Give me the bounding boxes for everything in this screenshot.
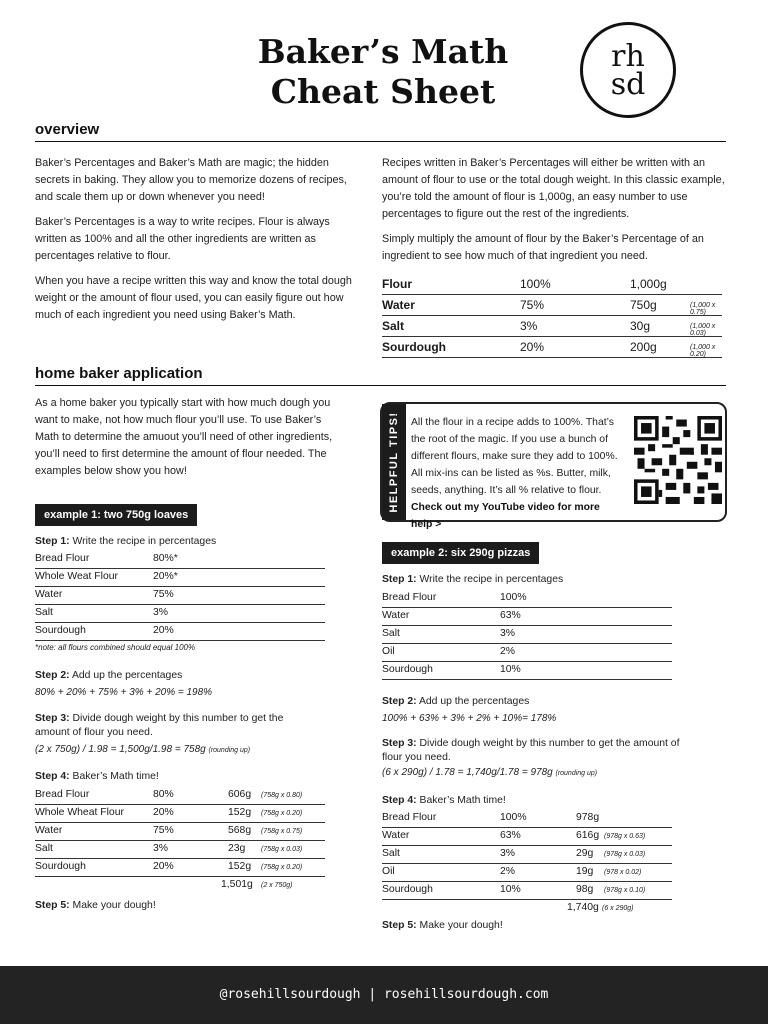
ingredient-grams: 98g: [576, 884, 594, 895]
ingredient-grams: 606g: [228, 789, 252, 800]
ingredient-name: Flour: [382, 277, 412, 291]
table-row: [382, 644, 672, 662]
ingredient-calc: (1,000 x 0.03): [690, 323, 716, 337]
ingredient-calc: (758g x 0.75): [261, 828, 303, 835]
example-2-label: example 2: six 290g pizzas: [382, 542, 539, 564]
ingredient-pct: 2%: [500, 866, 516, 877]
ingredient-pct: 10%: [500, 884, 521, 895]
ingredient-grams: 152g: [228, 861, 252, 872]
ingredient-calc: (978 x 0.02): [604, 869, 642, 876]
table-row: [35, 623, 325, 641]
table-row: [382, 882, 672, 900]
step-text: Make your dough!: [416, 920, 503, 931]
ingredient-name: Whole Weat Flour: [35, 571, 118, 582]
ex2-total-calc: (6 x 290g): [602, 905, 634, 912]
ingredient-name: Whole Wheat Flour: [35, 807, 124, 818]
ex1-step-5: [35, 899, 156, 913]
table-row: [382, 846, 672, 864]
step-text: Add up the percentages: [69, 670, 183, 681]
qr-code-icon[interactable]: [634, 416, 722, 504]
title-line-2: Cheat Sheet: [270, 72, 496, 111]
ingredient-name: Sourdough: [382, 884, 433, 895]
overview-para-3: When you have a recipe written this way and know the total dough weight or the amount of flour used, you can easily figure out how much of each ingredient you need using Baker’s Math.: [35, 275, 352, 321]
logo: [580, 22, 676, 118]
table-row: [35, 823, 325, 841]
ingredient-pct: 3%: [153, 607, 169, 618]
ingredient-grams: 616g: [576, 830, 600, 841]
footer: [0, 966, 768, 1024]
step-number: Step 2:: [35, 670, 70, 681]
ex1-step-1: [35, 535, 216, 549]
table-row: [382, 828, 672, 846]
ingredient-pct: 100%: [500, 812, 527, 823]
ingredient-pct: 75%: [520, 298, 545, 312]
step-number: Step 3:: [35, 713, 70, 724]
ingredient-pct: 3%: [520, 319, 538, 333]
ex1-note: *note: all flours combined should equal 100%: [35, 643, 196, 652]
ingredient-pct: 20%: [153, 807, 174, 818]
ingredient-name: Bread Flour: [382, 592, 437, 603]
ingredient-pct: 63%: [500, 830, 521, 841]
ingredient-pct: 100%: [520, 277, 551, 291]
ingredient-name: Water: [35, 589, 63, 600]
table-row: [382, 316, 722, 337]
ingredient-pct: 80%: [153, 789, 174, 800]
ingredient-pct: 75%: [153, 825, 174, 836]
ingredient-pct: 80%*: [153, 553, 178, 564]
formula-note: (rounding up): [555, 770, 598, 777]
home-para: As a home baker you typically start with how much dough you want to make, not how much flour you’ll use. To use Baker’s Math to determine the amuout you’ll need of other ingredients, you’ll need to first determine the amount of flour needed. The examples below show you how!: [35, 397, 333, 477]
ingredient-name: Water: [382, 610, 410, 621]
ingredient-name: Sourdough: [382, 664, 433, 675]
ingredient-name: Salt: [35, 607, 53, 618]
ingredient-name: Salt: [382, 628, 400, 639]
example-1-label: example 1: two 750g loaves: [35, 504, 197, 526]
ingredient-grams: 152g: [228, 807, 252, 818]
ex2-math-table: [382, 810, 672, 918]
ingredient-name: Sourdough: [382, 340, 446, 354]
ingredient-name: Bread Flour: [35, 553, 90, 564]
table-row: [35, 605, 325, 623]
logo-line-2: sd: [610, 67, 646, 102]
ex1-step-3: [35, 712, 305, 740]
ex1-step-2-formula: 80% + 20% + 75% + 3% + 20% = 198%: [35, 687, 213, 698]
table-row: [35, 841, 325, 859]
step-number: Step 2:: [382, 696, 417, 707]
ex1-math-table: [35, 787, 325, 895]
step-number: Step 3:: [382, 738, 417, 749]
youtube-link[interactable]: Check out my YouTube video for more help >: [411, 502, 600, 530]
ingredient-calc: (1,000 x 0.20): [690, 344, 716, 358]
step-text: Write the recipe in percentages: [416, 574, 564, 585]
overview-para-1: Baker’s Percentages and Baker’s Math are magic; the hidden secrets in baking. They allow you to memorize dozens of recipes, and scale them up or down whenever you need!: [35, 157, 347, 203]
tips-text-block: [411, 414, 621, 533]
step-number: Step 1:: [35, 536, 70, 547]
ingredient-calc: (978g x 0.03): [604, 851, 646, 858]
table-row: [382, 810, 672, 828]
ex2-step-2: [382, 695, 529, 709]
overview-para-5: Simply multiply the amount of flour by the Baker’s Percentage of an ingredient to see how much of that ingredient you need.: [382, 233, 704, 262]
ex2-recipe-table: [382, 590, 672, 680]
formula-text: (2 x 750g) / 1.98 = 1,500g/1.98 = 758g: [35, 744, 206, 755]
ingredient-calc: (758g x 0.80): [261, 792, 303, 799]
logo-line-1: rh: [611, 39, 645, 74]
table-row: [382, 274, 722, 295]
overview-divider: [35, 141, 726, 142]
ingredient-pct: 75%: [153, 589, 174, 600]
table-row: [382, 864, 672, 882]
table-row: [382, 662, 672, 680]
ingredient-name: Sourdough: [35, 625, 86, 636]
ingredient-pct: 3%: [500, 628, 516, 639]
ingredient-pct: 2%: [500, 646, 516, 657]
tips-side-bar: [382, 404, 406, 520]
ex1-step-4: [35, 770, 159, 784]
home-heading: home baker application: [35, 365, 203, 382]
ingredient-pct: 3%: [153, 843, 169, 854]
step-text: Add up the percentages: [416, 696, 530, 707]
ex1-total-calc: (2 x 750g): [261, 882, 293, 889]
ingredient-name: Salt: [35, 843, 53, 854]
step-number: Step 4:: [382, 795, 417, 806]
ingredient-name: Sourdough: [35, 861, 86, 872]
ingredient-name: Salt: [382, 319, 405, 333]
ingredient-pct: 63%: [500, 610, 521, 621]
step-number: Step 5:: [35, 900, 70, 911]
ingredient-calc: (978g x 0.10): [604, 887, 646, 894]
overview-heading: overview: [35, 121, 100, 138]
ingredient-pct: 20%: [153, 625, 174, 636]
ex2-step-4: [382, 794, 506, 808]
helpful-tips-box: [380, 402, 727, 530]
tips-text: All the flour in a recipe adds to 100%. That’s the root of the magic. If you use a bunch of different flours, make sure they add to 100%. All mix-ins can be listed as %s. Butter, milk, seeds, anything. It’s all % relative to flour.: [411, 417, 618, 496]
ingredient-calc: (758g x 0.03): [261, 846, 303, 853]
ex1-step-2: [35, 669, 182, 683]
table-row: [35, 569, 325, 587]
ex1-step-3-formula: [35, 744, 250, 755]
table-row: [35, 551, 325, 569]
ingredient-name: Water: [382, 298, 415, 312]
ingredient-grams: 1,000g: [630, 277, 667, 291]
step-number: Step 5:: [382, 920, 417, 931]
ingredient-name: Oil: [382, 866, 395, 877]
formula-note: (rounding up): [208, 747, 251, 754]
table-row: [35, 587, 325, 605]
step-number: Step 1:: [382, 574, 417, 585]
step-text: Divide dough weight by this number to get the amount of flour you need.: [382, 738, 680, 763]
ex2-step-5: [382, 919, 503, 933]
step-text: Write the recipe in percentages: [69, 536, 217, 547]
step-text: Divide dough weight by this number to get the amount of flour you need.: [35, 713, 284, 738]
ex2-step-2-formula: 100% + 63% + 3% + 2% + 10%= 178%: [382, 713, 557, 724]
ex2-step-1: [382, 573, 563, 587]
table-row: [382, 626, 672, 644]
ingredient-calc: (1,000 x 0.75): [690, 302, 716, 316]
ingredient-pct: 20%: [520, 340, 545, 354]
ingredient-grams: 30g: [630, 319, 651, 333]
title-line-1: Baker’s Math: [257, 32, 509, 71]
page-title: [200, 32, 566, 112]
ex2-step-3: [382, 737, 682, 765]
ingredient-calc: (978g x 0.63): [604, 833, 646, 840]
table-row: [35, 787, 325, 805]
ingredient-pct: 10%: [500, 664, 521, 675]
ingredient-name: Oil: [382, 646, 395, 657]
home-divider: [35, 385, 726, 386]
formula-text: (6 x 290g) / 1.78 = 1,740g/1.78 = 978g: [382, 767, 553, 778]
ex1-total: 1,501g: [221, 879, 253, 890]
table-row: [382, 295, 722, 316]
step-text: Baker’s Math time!: [416, 795, 506, 806]
overview-table: [382, 274, 722, 358]
step-text: Baker’s Math time!: [69, 771, 159, 782]
ingredient-name: Water: [382, 830, 410, 841]
overview-left-column: [35, 155, 360, 324]
ingredient-name: Bread Flour: [35, 789, 90, 800]
step-text: Make your dough!: [69, 900, 156, 911]
ingredient-grams: 29g: [576, 848, 594, 859]
ingredient-name: Water: [35, 825, 63, 836]
ingredient-calc: (758g x 0.20): [261, 864, 303, 871]
ingredient-grams: 19g: [576, 866, 594, 877]
tips-side-label: HELPFUL TIPS!: [388, 411, 400, 513]
overview-para-2: Baker’s Percentages is a way to write recipes. Flour is always written as 100% and all the other ingredients are written as percentages relative to flour.: [35, 216, 330, 262]
table-row: [382, 608, 672, 626]
table-row: [35, 805, 325, 823]
ex2-total: 1,740g: [567, 902, 599, 913]
ingredient-grams: 23g: [228, 843, 246, 854]
ingredient-pct: 20%: [153, 861, 174, 872]
ingredient-pct: 20%*: [153, 571, 178, 582]
ingredient-grams: 750g: [630, 298, 657, 312]
ingredient-grams: 568g: [228, 825, 252, 836]
ingredient-pct: 100%: [500, 592, 527, 603]
overview-right-column: [382, 155, 727, 265]
ingredient-name: Salt: [382, 848, 400, 859]
footer-links[interactable]: @rosehillsourdough | rosehillsourdough.com: [219, 987, 549, 1002]
ex2-step-3-formula: [382, 767, 597, 778]
table-row: [382, 590, 672, 608]
ingredient-name: Bread Flour: [382, 812, 437, 823]
ingredient-calc: (758g x 0.20): [261, 810, 303, 817]
ingredient-grams: 978g: [576, 812, 600, 823]
ingredient-grams: 200g: [630, 340, 657, 354]
overview-para-4: Recipes written in Baker’s Percentages will either be written with an amount of flour to use or the total dough weight. In this classic example, you’re told the amount of flour is 1,000g, an easy number to use percentages to figure out the rest of the ingredients.: [382, 157, 725, 220]
step-number: Step 4:: [35, 771, 70, 782]
ingredient-pct: 3%: [500, 848, 516, 859]
ex1-recipe-table: [35, 551, 325, 641]
table-row: [35, 859, 325, 877]
table-row: [382, 337, 722, 358]
